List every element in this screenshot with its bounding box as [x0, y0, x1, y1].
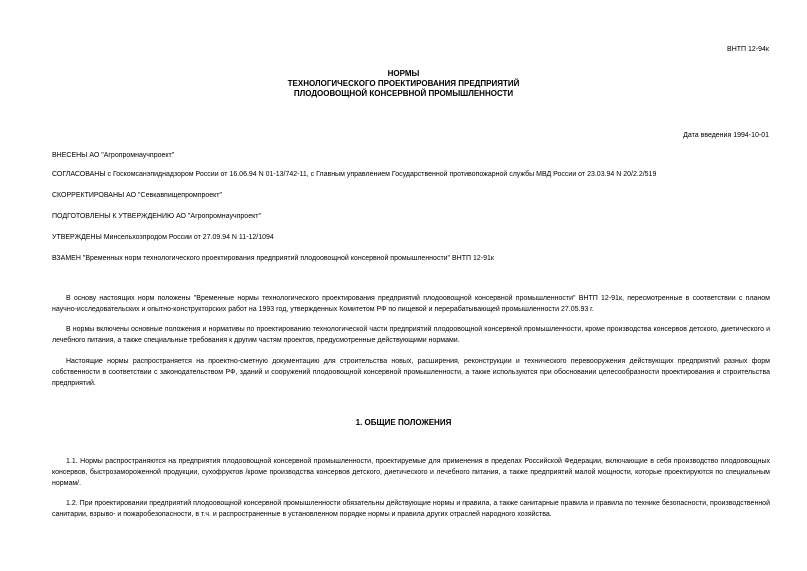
- title-line-2: ТЕХНОЛОГИЧЕСКОГО ПРОЕКТИРОВАНИЯ ПРЕДПРИЯТИЙ: [287, 79, 520, 88]
- meta-agreed: СОГЛАСОВАНЫ с Госкомсанэпиднадзором России от 16.06.94 N 01-13/742-11, с Главным управлением Государственной противопожарной службы МВД России от 23.03.94 N 20/2.2/519: [52, 171, 657, 178]
- title-line-3: ПЛОДООВОЩНОЙ КОНСЕРВНОЙ ПРОМЫШЛЕННОСТИ: [293, 89, 514, 98]
- document-title: [0, 69, 807, 99]
- section-paragraph-1-1: 1.1. Нормы распространяются на предприятия плодоовощной консервной промышленности, проектируемые для применения в пределах Российской Федерации, включающие в себя производство плодоовощных консервов, быстрозамороженной продукции, сухофруктов /кроме производства консервов детского, диетического и лечебного питания, а также предприятий малой мощности, которые проектируются по специальным нормам/.: [52, 458, 770, 487]
- document-code: ВНТП 12-94к: [727, 46, 769, 53]
- section-paragraph-1-2: 1.2. При проектировании предприятий плодоовощной консервной промышленности обязательны действующие нормы и правила, а также санитарные правила и правила по технике безопасности, производственной санитарии, взрыво- и пожаробезопасности, в т.ч. и распространенные в установленном порядке нормы и правила других отраслей народного хозяйства.: [52, 500, 770, 518]
- introduction-date: Дата введения 1994-10-01: [683, 132, 769, 139]
- meta-introduced: ВНЕСЕНЫ АО "Агропромнаучпроект": [52, 152, 175, 159]
- meta-corrected: СКОРРЕКТИРОВАНЫ АО "Севкавпищепромпроект": [52, 192, 223, 199]
- intro-paragraph-2: В нормы включены основные положения и нормативы по проектированию технологической части предприятий плодоовощной консервной промышленности, кроме производства консервов детского, диетического и лечебного питания, а также специальные требования к другим частям проектов, предусмотренные действующими нормами.: [52, 326, 770, 344]
- meta-prepared: ПОДГОТОВЛЕНЫ К УТВЕРЖДЕНИЮ АО "Агропромнаучпроект": [52, 213, 261, 220]
- intro-paragraph-3: Настоящие нормы распространяется на проектно-сметную документацию для строительства новых, расширения, реконструкции и технического перевооружения действующих предприятий разных форм собственности в соответствии с законодательством РФ, зданий и сооружений плодоовощной консервной промышленности, а также используются при обосновании целесообразности проектирования и строительства предприятий.: [52, 358, 770, 387]
- meta-replaces: ВЗАМЕН "Временных норм технологического проектирования предприятий плодоовощной консервной промышленности" ВНТП 12-91к: [52, 255, 494, 262]
- title-line-1: НОРМЫ: [387, 69, 420, 78]
- section-title: 1. ОБЩИЕ ПОЛОЖЕНИЯ: [355, 418, 452, 427]
- meta-approved: УТВЕРЖДЕНЫ Минсельхозпродом России от 27.09.94 N 11-12/1094: [52, 234, 274, 241]
- intro-paragraph-1: В основу настоящих норм положены "Временные нормы технологического проектирования предприятий плодоовощной консервной промышленности" ВНТП 12-91к, пересмотренные в соответствии с планом научно-исследовательских и опытно-конструкторских работ на 1993 год, утвержденных Комитетом РФ по пищевой и перерабатывающей промышленности 27.05.93 г.: [52, 295, 770, 313]
